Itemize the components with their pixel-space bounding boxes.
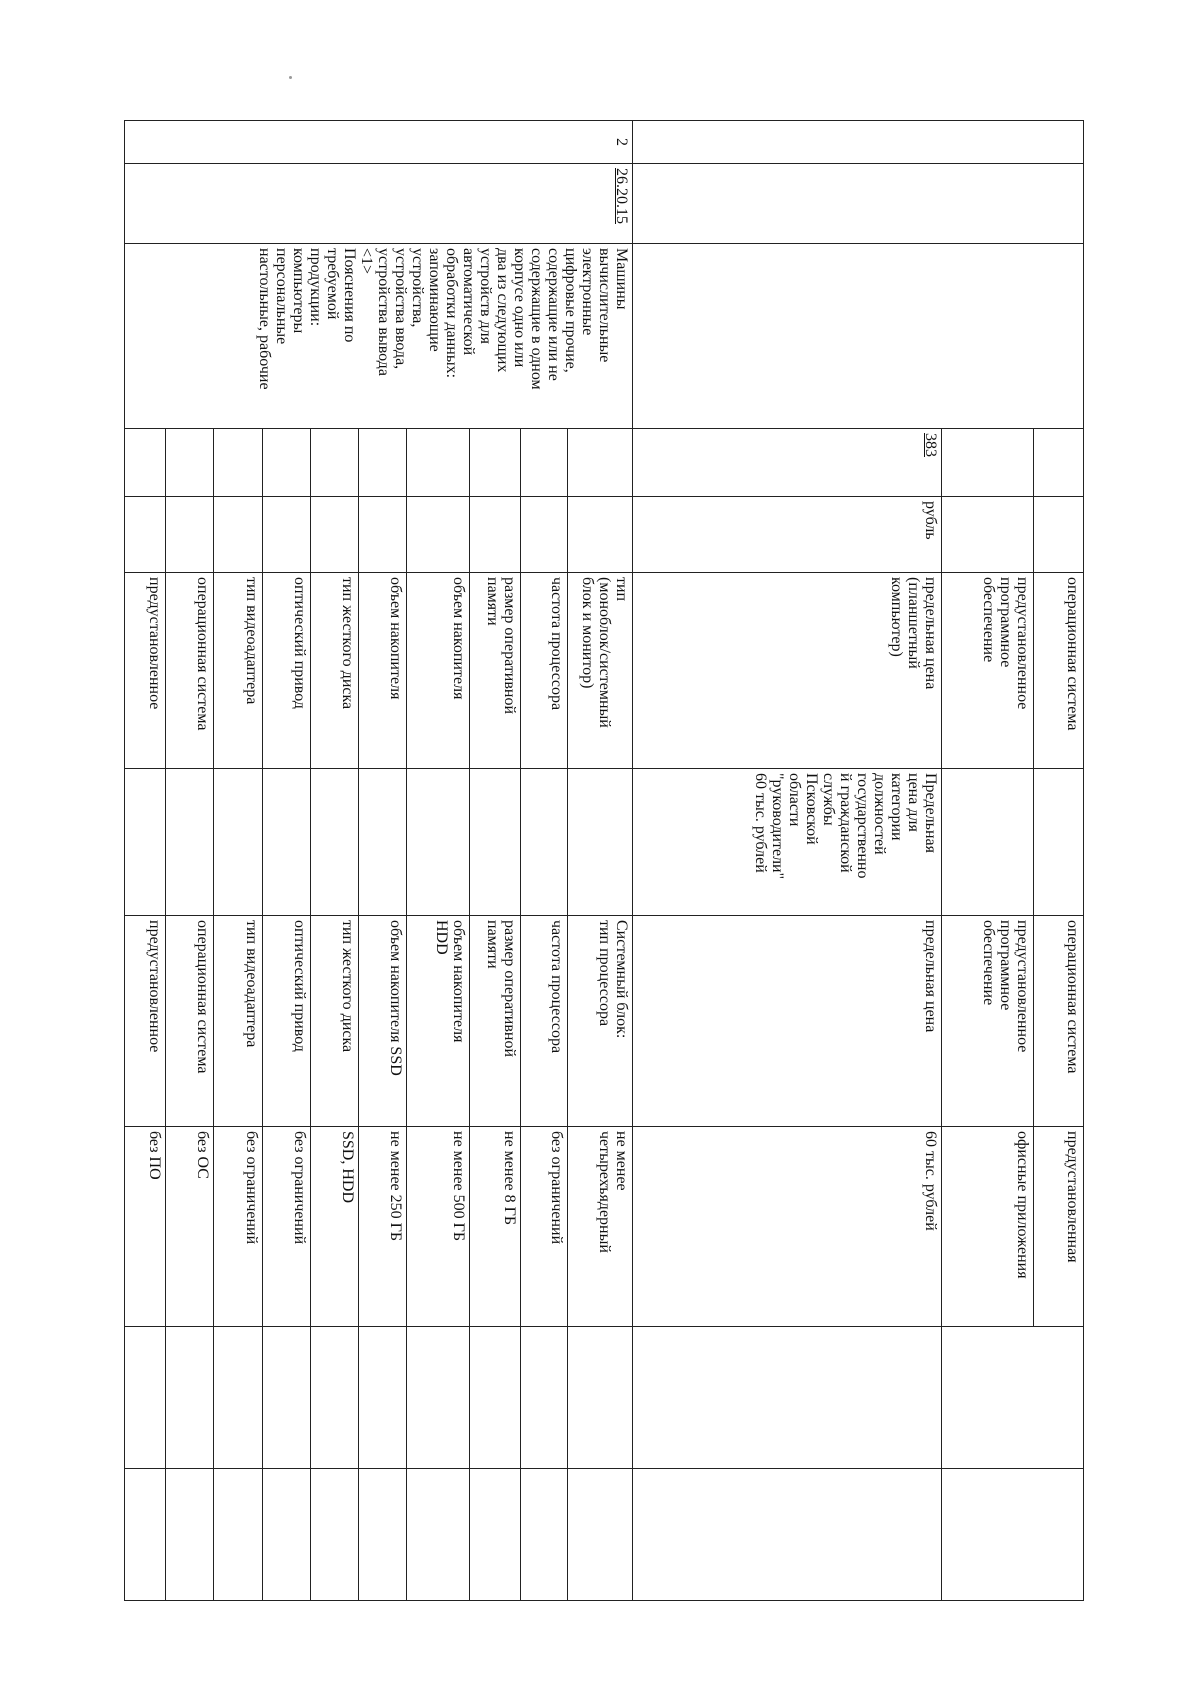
empty-cell: [521, 1469, 568, 1601]
empty-cell: [358, 769, 406, 916]
cell-line: (моноблок/системный: [595, 577, 613, 728]
cell-line: устройства вывода: [374, 248, 392, 376]
empty-cell: [521, 1327, 568, 1469]
cell-line: корпусе одно или: [510, 248, 528, 368]
char-value-cell: [310, 1127, 358, 1327]
cell-line: операционная система: [194, 577, 212, 731]
cell-line: тип видеоадаптера: [242, 577, 260, 705]
empty-cell: [262, 1327, 310, 1469]
char-value-cell: [568, 1127, 632, 1327]
cell-line: без ограничений: [290, 1131, 308, 1245]
cell-line: <1>: [357, 248, 375, 275]
scan-speck: [289, 76, 292, 79]
cell-line: предустановленное: [146, 920, 164, 1053]
empty-cell: [521, 769, 568, 916]
empty-cell: [632, 244, 1083, 429]
empty-cell: [310, 497, 358, 573]
cell-line: HDD: [432, 920, 450, 955]
cell-line: объем накопителя: [449, 577, 467, 700]
char-name-cell: предельная цена: [632, 916, 941, 1127]
cell-line: операционная система: [194, 920, 212, 1074]
cell-line: требуемой: [323, 248, 341, 320]
empty-cell: [166, 429, 214, 497]
cell-line: тип: [612, 577, 630, 602]
cell-line: не менее 8 ГБ: [501, 1131, 519, 1226]
cell-line: предустановленное: [1013, 577, 1031, 710]
char-name-cell: [632, 573, 941, 769]
cell-line: оптический привод: [290, 577, 308, 709]
char-value-cell: [469, 1127, 521, 1327]
row-number-cell: 2: [125, 121, 633, 164]
empty-cell: [469, 1469, 521, 1601]
product-name-cell: [125, 244, 633, 429]
cell-line: четырехъядерный: [595, 1131, 613, 1253]
okpd-code-cell: [125, 164, 633, 244]
char-name-cell: [125, 573, 166, 769]
empty-cell: [941, 769, 1033, 916]
cell-line: предельная цена: [921, 577, 939, 690]
empty-cell: [125, 1469, 166, 1601]
empty-cell: [941, 1469, 1083, 1601]
cell-line: частота процессора: [548, 920, 566, 1054]
char-name-cell: [310, 916, 358, 1127]
char-name-cell: [406, 916, 469, 1127]
cell-line: не менее 500 ГБ: [449, 1131, 467, 1242]
cell-line: компьютеры: [289, 248, 307, 334]
cell-line: службы: [819, 773, 837, 826]
empty-cell: [521, 429, 568, 497]
char-value-cell: [262, 1127, 310, 1327]
empty-cell: [406, 429, 469, 497]
empty-cell: [568, 497, 632, 573]
empty-cell: [310, 1469, 358, 1601]
cell-line: Псковской: [802, 773, 820, 845]
empty-cell: [214, 1469, 262, 1601]
cell-line: без ограничений: [548, 1131, 566, 1245]
empty-cell: [166, 1327, 214, 1469]
cell-line: цифровые прочие,: [561, 248, 579, 373]
cell-line: объем накопителя: [449, 920, 467, 1043]
char-name-cell: [406, 573, 469, 769]
rotated-page: [124, 120, 1084, 1600]
empty-cell: [632, 1469, 941, 1601]
char-name-cell: [214, 573, 262, 769]
cell-line: тип жесткого диска: [338, 577, 356, 710]
cell-line: памяти: [484, 920, 502, 969]
cell-line: размер оперативной: [501, 920, 519, 1058]
cell-line: области: [785, 773, 803, 827]
empty-cell: [568, 769, 632, 916]
empty-cell: [358, 1327, 406, 1469]
char-name-cell: операционная система: [1033, 916, 1083, 1127]
empty-cell: [406, 769, 469, 916]
char-value-cell: офисные приложения: [941, 1127, 1033, 1327]
cell-line: Пояснения по: [340, 248, 358, 343]
cell-line: оптический привод: [290, 920, 308, 1052]
empty-cell: [1033, 497, 1083, 573]
char-name-cell: [125, 916, 166, 1127]
cell-line: тип процессора: [595, 920, 613, 1027]
char-name-cell: [358, 916, 406, 1127]
cell-line: тип видеоадаптера: [242, 920, 260, 1048]
empty-cell: [125, 497, 166, 573]
table-row: [1033, 121, 1083, 1601]
char-name-cell: [310, 573, 358, 769]
char-value-cell: [406, 1127, 469, 1327]
empty-cell: [166, 497, 214, 573]
cell-line: настольные, рабочие: [255, 248, 273, 390]
empty-cell: [568, 1327, 632, 1469]
empty-cell: [469, 429, 521, 497]
empty-cell: [1033, 429, 1083, 497]
char-name-cell: [166, 916, 214, 1127]
empty-cell: [941, 1327, 1083, 1469]
empty-cell: [262, 429, 310, 497]
char-name-cell: операционная система: [1033, 573, 1083, 769]
char-value-cell: [358, 1127, 406, 1327]
cell-line: Предельная: [921, 773, 939, 853]
char-value-cell: [521, 1127, 568, 1327]
char-name-cell: [262, 916, 310, 1127]
cell-line: Системный блок:: [612, 920, 630, 1039]
empty-cell: [941, 497, 1033, 573]
cell-line: тип жесткого диска: [338, 920, 356, 1053]
cell-line: программное: [996, 920, 1014, 1011]
cell-line: автоматической: [459, 248, 477, 356]
empty-cell: [358, 1469, 406, 1601]
empty-cell: [262, 497, 310, 573]
empty-cell: [262, 769, 310, 916]
char-name-cell: [166, 573, 214, 769]
char-name-cell: [214, 916, 262, 1127]
char-value-cell: [125, 1127, 166, 1327]
okpd-code: 26.20.15: [612, 168, 630, 224]
category-price-cell: [632, 769, 941, 916]
requirements-table: [124, 120, 1084, 1601]
okei-code: 383: [921, 433, 939, 457]
cell-line: два из следующих: [493, 248, 511, 373]
cell-line: частота процессора: [548, 577, 566, 711]
cell-line: персональные: [272, 248, 290, 345]
empty-cell: [166, 1469, 214, 1601]
empty-cell: [310, 429, 358, 497]
char-value-cell: предустановленная: [1033, 1127, 1083, 1327]
okei-name-cell: рубль: [632, 497, 941, 573]
empty-cell: [125, 1327, 166, 1469]
cell-line: предустановленное: [146, 577, 164, 710]
empty-cell: [214, 769, 262, 916]
cell-line: й гражданской: [836, 773, 854, 873]
cell-line: устройства ввода,: [391, 248, 409, 370]
empty-cell: [632, 164, 1083, 244]
cell-line: обеспечение: [979, 577, 997, 663]
char-name-cell: [941, 916, 1033, 1127]
empty-cell: [469, 1327, 521, 1469]
okei-code-cell: [632, 429, 941, 497]
empty-cell: [125, 769, 166, 916]
cell-line: не менее 250 ГБ: [386, 1131, 404, 1242]
cell-line: электронные: [578, 248, 596, 336]
cell-line: содержащие в одном: [527, 248, 545, 390]
table-body: [125, 121, 1084, 1601]
cell-line: программное: [996, 577, 1014, 668]
cell-line: категории: [887, 773, 905, 841]
table-row: [568, 121, 632, 1601]
cell-line: блок и монитор): [578, 577, 596, 689]
empty-cell: [406, 1469, 469, 1601]
char-name-cell: [521, 573, 568, 769]
cell-line: без ПО: [146, 1131, 164, 1180]
empty-cell: [214, 1327, 262, 1469]
char-name-cell: [469, 573, 521, 769]
empty-cell: [166, 769, 214, 916]
cell-line: должностей: [870, 773, 888, 855]
char-value-cell: [214, 1127, 262, 1327]
cell-line: вычислительные: [595, 248, 613, 363]
empty-cell: [568, 1469, 632, 1601]
cell-line: размер оперативной: [501, 577, 519, 715]
char-value-cell: [166, 1127, 214, 1327]
cell-line: содержащие или не: [544, 248, 562, 381]
cell-line: 60 тыс. рублей: [751, 773, 769, 873]
char-value-cell: 60 тыс. рублей: [632, 1127, 941, 1327]
cell-line: без ограничений: [242, 1131, 260, 1245]
empty-cell: [358, 429, 406, 497]
empty-cell: [469, 769, 521, 916]
char-name-cell: [568, 573, 632, 769]
empty-cell: [568, 429, 632, 497]
empty-cell: [632, 1327, 941, 1469]
empty-cell: [1033, 769, 1083, 916]
cell-line: (планшетный: [904, 577, 922, 669]
char-name-cell: [521, 916, 568, 1127]
cell-line: "руководители": [768, 773, 786, 880]
cell-line: обеспечение: [979, 920, 997, 1006]
cell-line: цена для: [904, 773, 922, 832]
cell-line: объем накопителя SSD: [386, 920, 404, 1076]
char-name-cell: [262, 573, 310, 769]
empty-cell: [262, 1469, 310, 1601]
char-name-cell: [941, 573, 1033, 769]
cell-line: устройств для: [476, 248, 494, 344]
empty-cell: [406, 1327, 469, 1469]
empty-cell: [521, 497, 568, 573]
cell-line: обработки данных:: [442, 248, 460, 379]
cell-line: без ОС: [194, 1131, 212, 1179]
empty-cell: [310, 1327, 358, 1469]
empty-cell: [214, 497, 262, 573]
empty-cell: [214, 429, 262, 497]
cell-line: Машины: [612, 248, 630, 310]
empty-cell: [941, 429, 1033, 497]
cell-line: не менее: [612, 1131, 630, 1191]
cell-line: устройства,: [408, 248, 426, 328]
empty-cell: [358, 497, 406, 573]
cell-line: компьютер): [887, 577, 905, 657]
empty-cell: [469, 497, 521, 573]
empty-cell: [125, 429, 166, 497]
cell-line: предустановленное: [1013, 920, 1031, 1053]
empty-cell: [310, 769, 358, 916]
cell-line: памяти: [484, 577, 502, 626]
char-name-cell: [469, 916, 521, 1127]
char-name-cell: [568, 916, 632, 1127]
empty-cell: [406, 497, 469, 573]
cell-line: государственно: [853, 773, 871, 879]
cell-line: запоминающие: [425, 248, 443, 352]
empty-cell: [632, 121, 1083, 164]
char-name-cell: [358, 573, 406, 769]
cell-line: SSD, HDD: [338, 1131, 356, 1204]
cell-line: объем накопителя: [386, 577, 404, 700]
cell-line: продукции:: [306, 248, 324, 327]
